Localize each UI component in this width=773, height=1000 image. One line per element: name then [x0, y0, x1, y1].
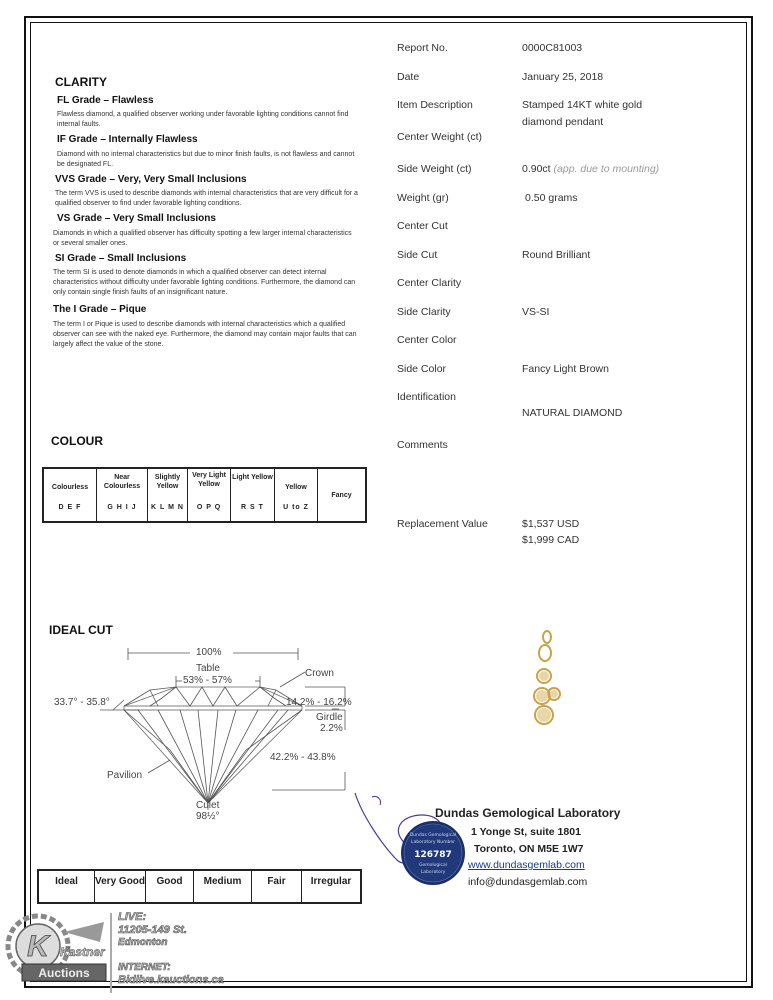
side-weight-label: Side Weight (ct)	[397, 163, 472, 175]
colour-heading: COLOUR	[51, 434, 103, 448]
item-description-value-2: diamond pendant	[522, 116, 604, 128]
comments-label: Comments	[397, 439, 448, 451]
seal-text-3: Gemological	[419, 863, 447, 868]
side-weight-value: 0.90ct (app. due to mounting)	[522, 163, 660, 175]
colour-scale-table	[42, 467, 367, 523]
cut-grade-good: Good	[146, 871, 194, 902]
cut-grade-medium: Medium	[194, 871, 252, 902]
side-clarity-value: VS-SI	[522, 306, 550, 318]
clarity-grade-vs-desc: Diamonds in which a qualified observer has difficulty spotting a few larger internal characteristics or several smaller ones.	[53, 230, 352, 247]
pendant-photo	[520, 628, 570, 738]
diagram-label-crown: Crown	[305, 668, 334, 679]
cut-grade-fair: Fair	[252, 871, 302, 902]
colour-cell-colourless: Colourless D E F	[44, 469, 97, 521]
weight-value: 0.50 grams	[525, 192, 578, 204]
replacement-value-label: Replacement Value	[397, 518, 488, 530]
svg-text:Kastner: Kastner	[60, 945, 105, 959]
cut-grade-irregular: Irregular	[310, 876, 352, 887]
report-no-value: 0000C81003	[522, 42, 583, 54]
side-weight-note: (app. due to mounting)	[553, 163, 660, 175]
lab-website-link[interactable]: www.dundasgemlab.com	[468, 859, 585, 871]
colour-cell-slightly-yellow: Slightly Yellow K L M N	[148, 469, 188, 521]
diagram-label-table-range: 53% - 57%	[183, 675, 232, 686]
clarity-grade-if-title: IF Grade – Internally Flawless	[57, 134, 198, 145]
item-description-value: Stamped 14KT white gold	[522, 99, 643, 111]
center-color-label: Center Color	[397, 334, 457, 346]
diagram-label-crown-range: 14.2% - 16.2%	[286, 697, 352, 708]
diagram-label-culet: Culet	[196, 800, 220, 811]
logo-divider	[110, 913, 112, 993]
lab-address-2: Toronto, ON M5E 1W7	[474, 843, 584, 855]
kastner-auctions-logo	[4, 912, 112, 992]
seal-text-4: Laboratory	[420, 870, 446, 875]
side-cut-label: Side Cut	[397, 249, 438, 261]
clarity-grade-vvs-title: VVS Grade – Very, Very Small Inclusions	[55, 174, 247, 185]
lab-email: info@dundasgemlab.com	[468, 876, 588, 888]
side-clarity-label: Side Clarity	[397, 306, 451, 318]
svg-text:Auctions: Auctions	[38, 966, 90, 980]
cut-grade-ideal: Ideal	[39, 871, 95, 902]
colour-cell-near-colourless: Near Colourless G H I J	[97, 469, 148, 521]
diagram-label-table: Table	[196, 663, 220, 674]
identification-label: Identification	[397, 391, 456, 403]
colour-cell-fancy: Fancy	[331, 492, 352, 499]
clarity-grade-si-desc: The term SI is used to denote diamonds in which a qualified observer can detect internal characteristics without difficulty under favorable lighting conditions. Furthermore, the diamond can only contain single finish faults of an insignificant nature.	[53, 269, 356, 296]
clarity-grade-vvs-desc: The term VVS is used to describe diamonds with internal characteristics that are very difficult for a qualified observer to find under favorable lighting conditions.	[55, 190, 358, 207]
diagram-label-girdle: Girdle	[316, 712, 343, 723]
replacement-value-cad: $1,999 CAD	[522, 534, 580, 546]
date-label: Date	[397, 71, 420, 83]
clarity-grade-fl-title: FL Grade – Flawless	[57, 95, 154, 106]
diagram-label-girdle-pct: 2.2%	[320, 723, 343, 734]
colour-cell-yellow: Yellow U to Z	[275, 469, 318, 521]
svg-text:K: K	[27, 930, 49, 963]
clarity-grade-si-title: SI Grade – Small Inclusions	[55, 253, 187, 264]
watermark-city: Edmonton	[118, 937, 168, 948]
clarity-grade-i-desc: The term I or Pique is used to describe diamonds with internal characteristics which a qualified observer can see with the naked eye. Furthermore, the diamond may contain major faults that can largely affect the value of the stone.	[53, 321, 357, 348]
center-weight-label: Center Weight (ct)	[397, 131, 482, 143]
replacement-value-usd: $1,537 USD	[522, 518, 580, 530]
colour-cell-light-yellow: Light Yellow R S T	[231, 469, 275, 521]
watermark-internet-label: INTERNET:	[118, 962, 171, 973]
ideal-cut-heading: IDEAL CUT	[49, 623, 113, 637]
seal-number: 126787	[414, 850, 452, 860]
watermark-address: 11205-149 St.	[118, 924, 187, 936]
seal-text-1: Dundas Gemological	[409, 833, 457, 838]
cut-grade-very-good: Very Good	[95, 871, 146, 902]
diagram-label-pavilion: Pavilion	[107, 770, 143, 781]
clarity-grade-vs-title: VS Grade – Very Small Inclusions	[57, 213, 216, 224]
center-clarity-label: Center Clarity	[397, 277, 462, 289]
diagram-label-pavilion-range: 42.2% - 43.8%	[270, 752, 336, 763]
clarity-grade-fl-desc: Flawless diamond, a qualified observer working under favorable lighting conditions cannot find internal faults.	[57, 111, 349, 128]
report-no-label: Report No.	[397, 42, 448, 54]
clarity-grade-if-desc: Diamond with no internal characteristics but due to minor finish faults, is not flawless and cannot be designated FL.	[57, 151, 355, 168]
watermark-live-label: LIVE:	[118, 911, 147, 923]
identification-value: NATURAL DIAMOND	[522, 407, 623, 419]
clarity-heading: CLARITY	[55, 75, 107, 89]
lab-name: Dundas Gemological Laboratory	[435, 806, 621, 820]
seal-text-2: Laboratory Number	[410, 840, 456, 845]
cut-grade-table	[37, 869, 362, 904]
center-cut-label: Center Cut	[397, 220, 448, 232]
date-value: January 25, 2018	[522, 71, 604, 83]
side-cut-value: Round Brilliant	[522, 249, 591, 261]
diagram-label-crown-angle: 33.7° - 35.8°	[54, 697, 110, 708]
side-color-value: Fancy Light Brown	[522, 363, 609, 375]
item-description-label: Item Description	[397, 99, 473, 111]
weight-label: Weight (gr)	[397, 192, 449, 204]
diagram-label-culet-val: 98½°	[196, 811, 220, 822]
clarity-grade-i-title: The I Grade – Pique	[53, 304, 147, 315]
diagram-label-100pct: 100%	[196, 647, 222, 658]
lab-address-1: 1 Yonge St, suite 1801	[471, 826, 581, 838]
watermark-url: Bidlive.kauctions.ca	[118, 974, 224, 986]
lab-seal	[400, 820, 466, 886]
side-color-label: Side Color	[397, 363, 447, 375]
colour-cell-very-light-yellow: Very Light Yellow O P Q	[188, 469, 231, 521]
